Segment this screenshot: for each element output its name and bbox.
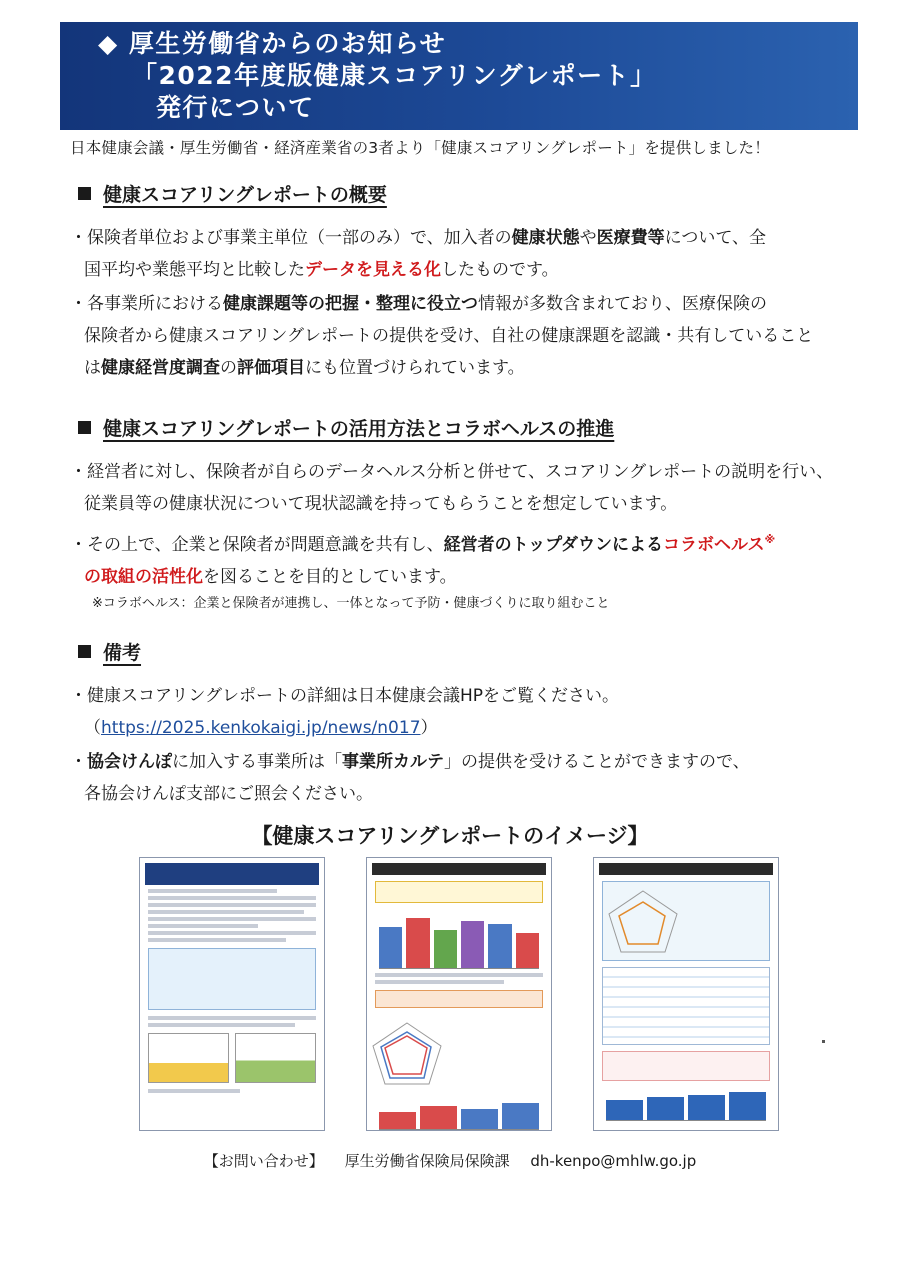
- text-segment: ）: [420, 718, 438, 738]
- header-banner: [60, 22, 858, 130]
- report-image-page-3: [593, 857, 779, 1131]
- text-segment: （: [84, 718, 101, 738]
- intro-text: 日本健康会議・厚生労働省・経済産業省の3者より「健康スコアリングレポート」を提供しました！: [70, 139, 770, 157]
- section-heading-text: 備考: [103, 642, 142, 664]
- radar-chart-icon: [367, 1018, 447, 1088]
- text-segment: ・その上で、企業と保険者が問題意識を共有し、: [70, 535, 444, 555]
- banner-title-line-3: 発行について: [156, 93, 315, 122]
- text-segment: ・: [70, 752, 87, 772]
- banner-title-line-1: ◆ 厚生労働省からのお知らせ: [98, 29, 447, 58]
- overview-bullet-1: [70, 222, 766, 286]
- text-segment: 保険者から健康スコアリングレポートの提供を受け、自社の健康課題を認識・共有していること: [84, 326, 814, 346]
- remarks-bullet-1: [70, 680, 619, 744]
- text-segment: の取組の活性化: [84, 567, 203, 587]
- square-bullet-icon: [78, 645, 91, 658]
- text-segment: 経営者のトップダウンによる: [443, 535, 663, 555]
- text-segment: 」の提供を受けることができますので、: [444, 752, 750, 772]
- radar-chart-icon: [603, 886, 683, 956]
- text-segment: を図ることを目的としています。: [203, 567, 457, 587]
- section-heading-collabhealth: [78, 414, 614, 441]
- text-segment: ・健康スコアリングレポートの詳細は日本健康会議HPをご覧ください。: [70, 686, 620, 706]
- collab-bullet-1: [70, 456, 833, 520]
- text-segment: 健康経営度調査: [101, 358, 220, 378]
- section-heading-text: 健康スコアリングレポートの概要: [103, 184, 387, 206]
- report-image-page-1: [139, 857, 325, 1131]
- contact-organization: 厚生労働省保険局保険課: [344, 1152, 510, 1170]
- text-segment: 各協会けんぽ支部にご照会ください。: [84, 784, 373, 804]
- square-bullet-icon: [78, 421, 91, 434]
- text-segment: データを見える化: [305, 260, 441, 280]
- text-segment: は: [84, 358, 101, 378]
- text-segment: について、全: [664, 228, 766, 248]
- text-segment: の: [220, 358, 237, 378]
- collab-bullet-2: [70, 524, 775, 593]
- text-segment: 健康課題等の把握・整理に役立つ: [223, 294, 478, 314]
- image-section-title: 【健康スコアリングレポートのイメージ】: [251, 824, 649, 848]
- text-segment: にも位置づけられています。: [305, 358, 525, 378]
- text-segment: 国平均や業態平均と比較した: [84, 260, 305, 280]
- text-segment: ・各事業所における: [70, 294, 223, 314]
- report-image-page-2: [366, 857, 552, 1131]
- section-heading-overview: [78, 180, 387, 207]
- text-segment: 協会けんぽ: [87, 752, 172, 772]
- overview-bullet-2: [70, 288, 813, 384]
- section-heading-text: 健康スコアリングレポートの活用方法とコラボヘルスの推進: [103, 418, 615, 440]
- text-segment: に加入する事業所は「: [172, 752, 342, 772]
- contact-line: [0, 1150, 900, 1171]
- text-segment: 従業員等の健康状況について現状認識を持ってもらうことを想定しています。: [84, 494, 678, 514]
- text-segment: 事業所カルテ: [342, 752, 444, 772]
- text-segment: ※: [764, 533, 776, 546]
- text-segment: 医療費等: [596, 228, 665, 248]
- banner-title-line-2: 「2022年度版健康スコアリングレポート」: [132, 61, 657, 90]
- collabhealth-footnote: ※コラボヘルス：企業と保険者が連携し、一体となって予防・健康づくりに取り組むこと: [92, 596, 610, 611]
- text-segment: ・経営者に対し、保険者が自らのデータヘルス分析と併せて、スコアリングレポートの説明を行い、: [70, 462, 834, 482]
- remarks-bullet-2: [70, 746, 750, 810]
- contact-label: 【お問い合わせ】: [203, 1152, 324, 1170]
- scan-dot: [822, 1040, 825, 1043]
- text-segment: 健康状態: [511, 228, 580, 248]
- section-heading-remarks: [78, 638, 141, 665]
- text-segment: コラボヘルス: [662, 535, 765, 555]
- contact-email[interactable]: dh-kenpo@mhlw.go.jp: [530, 1152, 697, 1170]
- text-segment: したものです。: [441, 260, 559, 280]
- text-segment: ・保険者単位および事業主単位（一部のみ）で、加入者の: [70, 228, 512, 248]
- square-bullet-icon: [78, 187, 91, 200]
- text-segment: や: [579, 228, 597, 248]
- text-segment: 評価項目: [237, 358, 305, 378]
- kenkokaigi-news-link[interactable]: https://2025.kenkokaigi.jp/news/n017: [101, 718, 421, 738]
- text-segment: 情報が多数含まれており、医療保険の: [478, 294, 767, 314]
